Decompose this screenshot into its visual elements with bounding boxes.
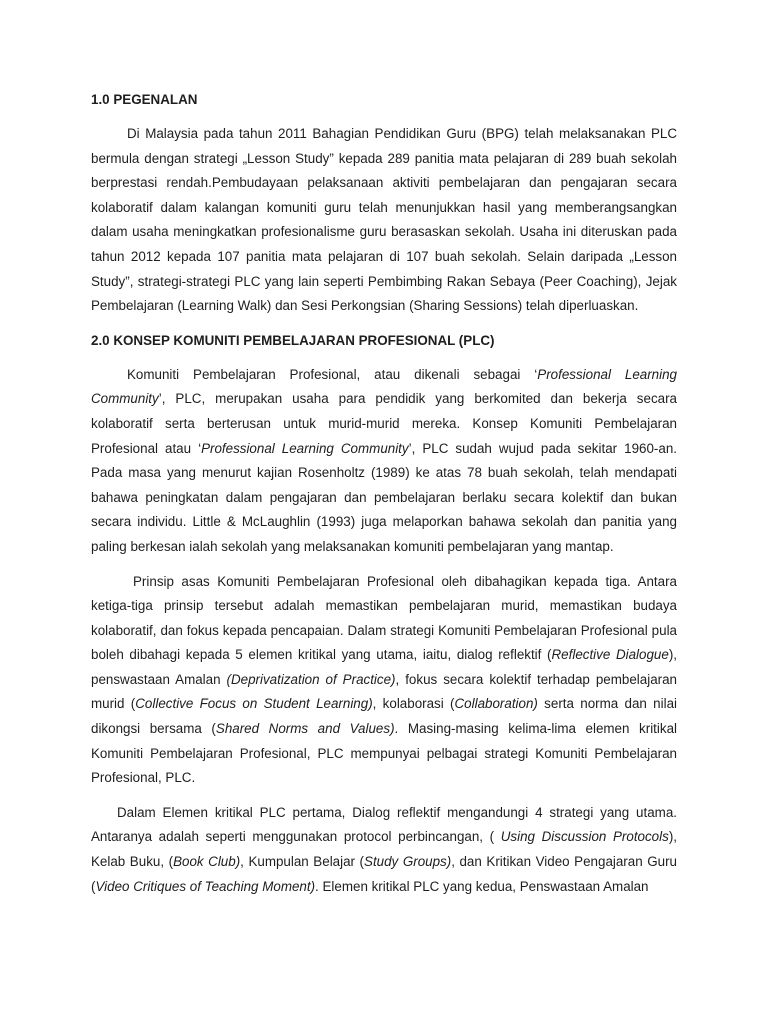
italic-term: Shared Norms and Values) [215,721,395,737]
paragraph-text: , kolaborasi ( [372,696,455,712]
paragraph [91,363,677,560]
italic-term: Reflective Dialogue [551,647,669,663]
paragraph-text: ’, PLC, merupakan usaha para pendidik yang berkomited dan bekerja secara kolaboratif serta berterusan untuk murid-murid mereka. Konsep Komuniti Pembelajaran Profesional atau ‘ [91,391,677,456]
paragraph-text: Prinsip asas Komuniti Pembelajaran Profesional oleh dibahagikan kepada tiga. Antara ketiga-tiga prinsip tersebut adalah memastikan pembelajaran murid, memastikan budaya kolaboratif, dan fokus kepada pencapaian. Dalam strategi Komuniti Pembelajaran Profesional pula boleh dibahagi kepada 5 elemen kritikal yang utama, iaitu, dialog reflektif ( [91,573,677,663]
italic-term: Professional Learning Community [91,366,677,407]
italic-term: Using Discussion Protocols [500,829,669,845]
section-pengenalan [91,88,677,319]
italic-term: Study Groups) [364,854,452,870]
paragraph-text: Di Malaysia pada tahun 2011 Bahagian Pendidikan Guru (BPG) telah melaksanakan PLC bermula dengan strategi „Lesson Study” kepada 289 panitia mata pelajaran di 289 buah sekolah berprestasi rendah.Pembudayaan pelaksanaan aktiviti pembelajaran dan pengajaran secara kolaboratif dalam kalangan komuniti guru telah menunjukkan hasil yang memberangsangkan dalam usaha meningkatkan profesionalisme guru berasaskan sekolah. Usaha ini diteruskan pada tahun 2012 kepada 107 panitia mata pelajaran di 107 buah sekolah. Selain daripada „Lesson Study”, strategi-strategi PLC yang lain seperti Pembimbing Rakan Sebaya (Peer Coaching), Jejak Pembelajaran (Learning Walk) dan Sesi Perkongsian (Sharing Sessions) telah diperluaskan. [91,126,677,314]
paragraph [91,570,677,791]
paragraph-text: Dalam Elemen kritikal PLC pertama, Dialog reflektif mengandungi 4 strategi yang utama. Antaranya adalah seperti menggunakan protocol perbincangan, ( [91,804,677,845]
paragraph [91,801,677,899]
paragraph-text: ), penswastaan Amalan [91,647,677,687]
paragraph-text: . Elemen kritikal PLC yang kedua, Penswastaan Amalan [315,878,649,894]
paragraph-text: , dan Kritikan Video Pengajaran Guru ( [91,854,677,894]
italic-term: Professional Learning Community [201,440,409,456]
paragraph-text: , Kumpulan Belajar ( [240,854,365,870]
paragraph [91,122,677,319]
italic-term: Collaboration) [454,696,538,712]
italic-term: Book Club) [173,854,241,870]
section-konsep-plc [91,329,677,899]
paragraph-text: , fokus secara kolektif terhadap pembelajaran murid ( [91,671,677,712]
italic-term: (Deprivatization of Practice) [226,671,396,687]
italic-term: Collective Focus on Student Learning) [135,696,373,712]
paragraph-text: ), Kelab Buku, ( [91,829,677,870]
paragraph-text: Komuniti Pembelajaran Profesional, atau dikenali sebagai ‘ [127,366,538,382]
document-page [91,88,677,909]
paragraph-text: . Masing-masing kelima-lima elemen kritikal Komuniti Pembelajaran Profesional, PLC mempunyai pelbagai strategi Komuniti Pembelajaran Profesional, PLC. [91,721,677,786]
italic-term: Video Critiques of Teaching Moment) [95,878,316,894]
paragraph-text: ’, PLC sudah wujud pada sekitar 1960-an. Pada masa yang menurut kajian Rosenholtz (1989) ke atas 78 buah sekolah, telah mendapati bahawa peningkatan dalam pengajaran dan pembelajaran berlaku secara kolektif dan bukan secara individu. Little & McLaughlin (1993) juga melaporkan bahawa sekolah dan panitia yang paling berkesan ialah sekolah yang melaksanakan komuniti pembelajaran yang mantap. [91,440,677,554]
paragraph-text: serta norma dan nilai dikongsi bersama ( [91,696,678,737]
section-heading: 2.0 KONSEP KOMUNITI PEMBELAJARAN PROFESIONAL (PLC) [91,332,495,348]
section-heading: 1.0 PEGENALAN [91,92,198,107]
